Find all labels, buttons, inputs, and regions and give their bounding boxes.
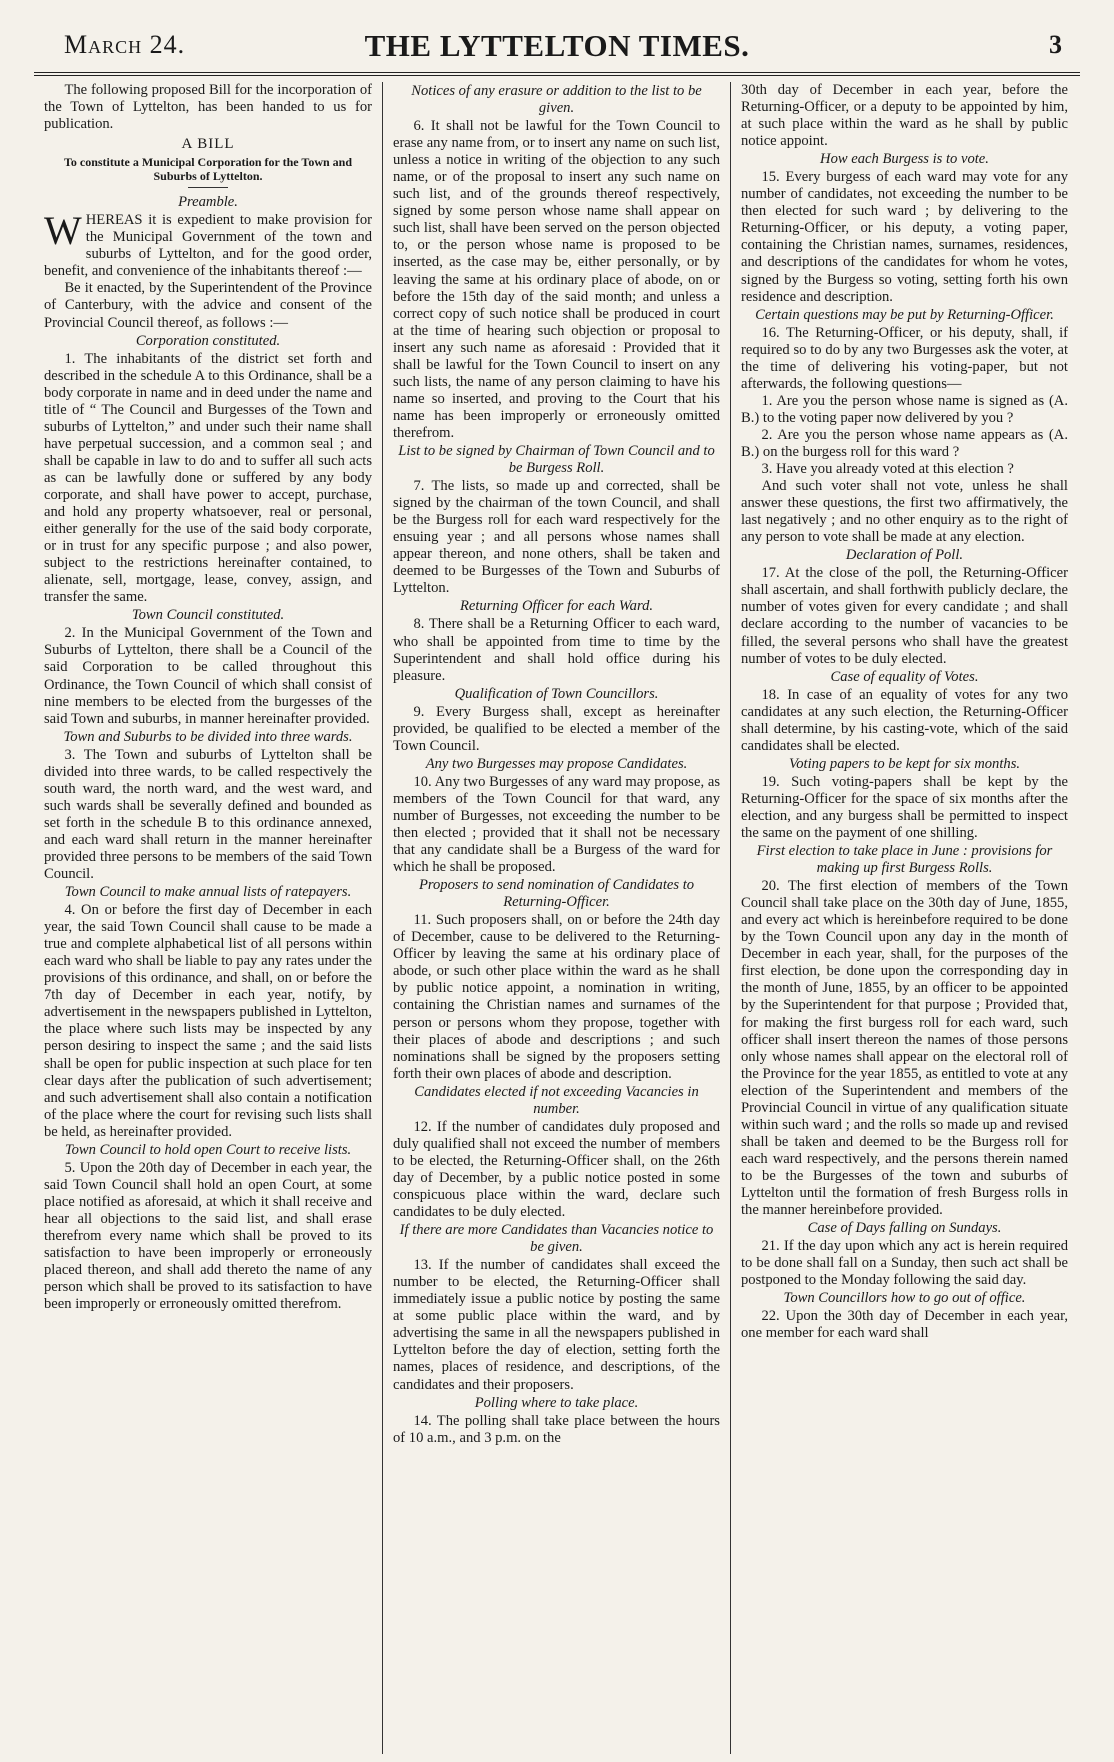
section-17: 17. At the close of the poll, the Returning-Officer shall ascertain, and shall forthwith publicly declare, the number of votes given for every candidate ; and shall declare according to the number of vacancies to be filled, the several persons who shall have the greatest number of votes to be duly elected.	[741, 565, 1068, 667]
section-heading: Declaration of Poll.	[845, 547, 964, 564]
column-3	[730, 82, 1078, 1754]
section-19: 19. Such voting-papers shall be kept by the Returning-Officer for the space of six months after the election, and any burgess shall be permitted to inspect the same on the payment of one shilling.	[741, 773, 1068, 842]
intro-paragraph: The following proposed Bill for the incorporation of the Town of Lyttelton, has been handed to us for publication.	[44, 82, 372, 133]
section-13: 13. If the number of candidates shall exceed the number to be elected, the Returning-Officer shall immediately issue a public notice by posting the same at some public place within the ward, and by advertising the same in all the newspapers published in Lyttelton before the day of election, setting forth the names, places of residence, and descriptions, of the candidates and their proposers.	[393, 1257, 720, 1393]
section-heading: How each Burgess is to vote.	[820, 151, 989, 168]
drop-cap: W	[44, 208, 82, 254]
masthead	[34, 24, 1080, 76]
section-heading: Corporation constituted.	[135, 332, 281, 349]
section-3: 3. The Town and suburbs of Lyttelton shall be divided into three wards, to be called respectively the south ward, the north ward, and the west ward, and such wards shall be severally defined and bounded as set forth in the schedule B to this ordinance annexed, and each ward shall return in the manner hereinafter provided three persons to be members of the said Town Council.	[44, 746, 372, 883]
section-heading: Qualification of Town Councillors.	[454, 685, 659, 702]
section-7: 7. The lists, so made up and corrected, shall be signed by the chairman of the town Council, and shall be the Burgess roll for each ward respectively for the ensuing year ; and all persons whose names shall appear thereon, and none others, shall be taken and deemed to be Burgesses of the Town and Suburbs of Lyttelton.	[393, 478, 720, 597]
section-15: 15. Every burgess of each ward may vote for any number of candidates, not exceeding the number to be then elected for such ward ; by delivering to the Returning-Officer, or his deputy, a voting paper, containing the Christian names, surnames, residences, and descriptions of the candidates for whom he votes, signed by the Burgess so voting, setting forth his own residence and description.	[741, 169, 1068, 305]
preamble-paragraph	[44, 208, 372, 280]
section-heading: Town Council to hold open Court to receive lists.	[64, 1141, 352, 1158]
section-2: 2. In the Municipal Government of the Town and Suburbs of Lyttelton, there shall be a Council of the said Corporation to be called throughout this Ordinance, the Town Council of which shall consist of nine members to be elected from the burgesses of the said Town and suburbs, in manner hereinafter provided.	[44, 625, 372, 727]
section-16: 16. The Returning-Officer, or his deputy, shall, if required so to do by any two Burgesses ask the voter, at the time of delivering his voting-paper, but not afterwards, the following questions—	[741, 324, 1068, 392]
issue-date: March 24.	[64, 30, 186, 59]
section-16-continued: And such voter shall not vote, unless he shall answer these questions, the first two affirmatively, the last negatively ; and no other enquiry as to the right of any person to vote shall be made at any election.	[741, 478, 1068, 546]
text-columns	[34, 82, 1080, 1762]
section-heading: Returning Officer for each Ward.	[459, 598, 654, 615]
section-heading: Preamble.	[178, 194, 238, 211]
section-10: 10. Any two Burgesses of any ward may propose, as members of the Town Council for that ward, any number of Burgesses, not exceeding the number to be then elected ; provided that it shall not be necessary that any candidate shall be a Burgess of the ward for which he shall be proposed.	[393, 773, 720, 876]
column-2	[382, 82, 730, 1754]
section-heading: Town Council to make annual lists of ratepayers.	[64, 884, 352, 901]
enacting-clause: Be it enacted, by the Superintendent of the Province of Canterbury, with the advice and consent of the Provincial Council thereof, as follows :—	[44, 280, 372, 331]
section-heading: Town Councillors how to go out of office.	[783, 1290, 1026, 1307]
preamble-text: HEREAS it is expedient to make provision for the Municipal Government of the town and suburbs of Lyttelton, and for the good order, benefit, and convenience of the inhabitants thereof :—	[44, 212, 372, 280]
section-heading: Candidates elected if not exceeding Vacancies in number.	[414, 1083, 699, 1117]
section-heading: Proposers to send nomination of Candidates to Returning-Officer.	[418, 877, 695, 911]
section-5: 5. Upon the 20th day of December in each year, the said Town Council shall hold an open Court, at some place notified as aforesaid, at which it shall receive and hear all objections to the said list, and shall erase therefrom every name which shall be proved to its satisfaction to have been improperly or erroneously placed thereon, and shall add thereto the name of any person which shall be proved to its satisfaction to have been improperly or erroneously omitted therefrom.	[44, 1159, 372, 1313]
section-heading: Case of equality of Votes.	[830, 668, 979, 685]
section-heading: Town and Suburbs to be divided into three wards.	[63, 728, 353, 745]
question-3: 3. Have you already voted at this election ?	[761, 461, 1014, 478]
section-12: 12. If the number of candidates duly proposed and duly qualified shall not exceed the number of members to be elected, the Returning-Officer shall, on the 26th day of December, by a public notice posted in some conspicuous place within the ward, declare such candidates to be duly elected.	[393, 1118, 720, 1221]
divider	[188, 187, 228, 188]
section-heading: Certain questions may be put by Returning-Officer.	[755, 306, 1054, 323]
bill-title: A BILL	[181, 136, 235, 153]
section-20: 20. The first election of members of the Town Council shall take place on the 30th day of June, 1855, and every act which is hereinbefore required to be done by the Town Council upon any day in the month of December in each year, shall, for the purposes of the first election, be done upon the corresponding day in the month of June, 1855, by an officer to be appointed by the Superintendent for that purpose ; Provided that, for making the first burgess roll for each ward, such officer shall insert thereon the names of those persons only whose names shall appear on the electoral roll of the Province for the year 1855, as entitled to vote at any election of the Superintendent and members of the Provincial Council in virtue of any qualification situate within such ward ; and the rolls so made up and revised shall be taken and deemed to be the Burgess roll for each ward respectively, and the persons therein named to be the Burgesses of the town and suburbs of Lyttelton until the formation of fresh Burgess rolls in the manner hereinbefore provided.	[741, 878, 1068, 1219]
section-1: 1. The inhabitants of the district set forth and described in the schedule A to this Ordinance, shall be a body corporate in name and in deed under the name and title of “ The Council and Burgesses of the Town and suburbs of Lyttelton,” and under such their name shall have perpetual succession, and a common seal ; and shall be capable in law to do and to suffer all such acts as can be lawfully done or suffered by any body corporate, and shall have power to accept, purchase, and hold any property whatsoever, real or personal, either generally for the use of the said body corporate, or in trust for any specific purpose ; and also power, subject to the restrictions hereinafter contained, to alienate, sell, mortgage, lease, convey, assign, and transfer the same.	[44, 350, 372, 606]
section-14: 14. The polling shall take place between the hours of 10 a.m., and 3 p.m. on the	[393, 1412, 720, 1446]
column-1	[34, 82, 382, 1754]
newspaper-title: THE LYTTELTON TIMES.	[364, 28, 750, 63]
section-8: 8. There shall be a Returning Officer to each ward, who shall be appointed from time to time by the Superintendent and shall hold office during his pleasure.	[393, 616, 720, 684]
section-21: 21. If the day upon which any act is herein required to be done shall fall on a Sunday, then such act shall be postponed to the Monday following the said day.	[741, 1238, 1068, 1289]
section-heading: Any two Burgesses may propose Candidates.	[425, 755, 688, 772]
section-14-continued: 30th day of December in each year, before the Returning-Officer, or a deputy to be appointed by him, at such place within the ward as he shall by public notice appoint.	[741, 82, 1068, 150]
page-number: 3	[1049, 30, 1062, 59]
section-heading: Case of Days falling on Sundays.	[807, 1220, 1002, 1237]
section-heading: Polling where to take place.	[474, 1394, 639, 1411]
section-heading: First election to take place in June : provisions for making up first Burgess Rolls.	[756, 843, 1053, 877]
section-4: 4. On or before the first day of December in each year, the said Town Council shall cause to be made a true and complete alphabetical list of all persons within each ward who shall be liable to pay any rates under the provisions of this ordinance, and shall, on or before the 7th day of December in each year, notify, by advertisement in the newspapers published in Lyttelton, the place where such lists may be inspected by any person desiring to inspect the same ; and the said lists shall be open for public inspection at such place for ten clear days after the publication of such advertisement; and such advertisement shall also contain a notification of the place where the court for revising such lists shall be held, as hereinafter provided.	[44, 902, 372, 1140]
section-heading: Voting papers to be kept for six months.	[788, 755, 1021, 772]
bill-subtitle: To constitute a Municipal Corporation for the Town and Suburbs of Lyttelton.	[63, 155, 353, 184]
section-18: 18. In case of an equality of votes for any two candidates at any such election, the Returning-Officer shall determine, by his casting-vote, which of the said candidates shall be elected.	[741, 686, 1068, 754]
section-heading: List to be signed by Chairman of Town Council and to be Burgess Roll.	[398, 442, 715, 477]
section-9: 9. Every Burgess shall, except as hereinafter provided, be qualified to be elected a member of the Town Council.	[393, 703, 720, 754]
section-11: 11. Such proposers shall, on or before the 24th day of December, cause to be delivered to the Returning-Officer by leaving the same at his ordinary place of abode, or such other place within the ward as he shall by public notice appoint, a nomination in writing, containing the Christian names and surnames of the person or persons whom they propose, together with their places of abode and descriptions ; and such nominations shall be signed by the proposers setting forth their own places of abode and description.	[393, 912, 720, 1082]
section-heading: Town Council constituted.	[131, 607, 285, 624]
section-heading: If there are more Candidates than Vacancies notice to be given.	[399, 1222, 714, 1256]
section-heading: Notices of any erasure or addition to the list to be given.	[411, 83, 702, 117]
question-1: 1. Are you the person whose name is signed as (A. B.) to the voting paper now delivered by you ?	[741, 392, 1068, 426]
question-2: 2. Are you the person whose name appears as (A. B.) on the burgess roll for this ward ?	[741, 426, 1068, 460]
section-22: 22. Upon the 30th day of December in each year, one member for each ward shall	[741, 1308, 1068, 1342]
section-6: 6. It shall not be lawful for the Town Council to erase any name from, or to insert any name on such list, unless a notice in writing of the objection to any such name, or of the proposal to insert any such name on such list, and of the grounds thereof respectively, signed by some person whose name shall appear on such list, shall have been served on the person objected to, or the person whose name is proposed to be inserted, as the case may be, either personally, or by leaving the same at his ordinary place of abode, on or before the 15th day of the said month; and unless a correct copy of such notice shall be produced in court at the time of hearing such objection or proposal to insert any such name as aforesaid : Provided that it shall be lawful for the Town Council to insert on any such lists, the name of any person claiming to have his name so inserted, and proving to the Court that his name has been improperly or erroneously omitted therefrom.	[393, 118, 720, 441]
